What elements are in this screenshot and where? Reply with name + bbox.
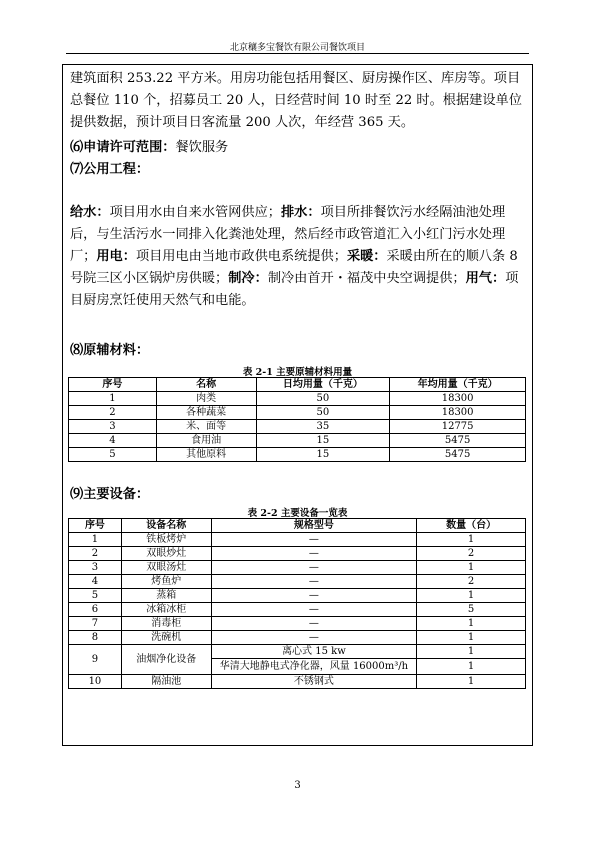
table-cell: 50 bbox=[256, 392, 390, 406]
table-cell: 7 bbox=[69, 617, 122, 631]
table-cell: 油烟净化设备 bbox=[121, 645, 211, 675]
table-cell: 1 bbox=[417, 589, 526, 603]
equipment-table bbox=[68, 518, 526, 689]
table-row bbox=[69, 675, 526, 689]
table-cell: 5475 bbox=[390, 448, 526, 462]
table-cell: 5 bbox=[417, 603, 526, 617]
equipment-title-text: ⑼主要设备： bbox=[70, 487, 150, 502]
header-rule bbox=[66, 53, 529, 54]
table-row bbox=[69, 406, 526, 420]
heat-label: 采暖： bbox=[346, 249, 387, 264]
table-cell: 双眼炒灶 bbox=[121, 547, 211, 561]
table-cell: 10 bbox=[69, 675, 122, 689]
table-cell: 1 bbox=[69, 533, 122, 547]
equipment-title bbox=[70, 484, 525, 506]
table-cell: 隔油池 bbox=[121, 675, 211, 689]
table-row bbox=[69, 533, 526, 547]
gas-text: 项目厨房烹饪使用天然气和电能。 bbox=[70, 271, 519, 308]
table-header-row bbox=[69, 519, 526, 533]
table-cell: 1 bbox=[417, 645, 526, 659]
license-scope-value: 餐饮服务 bbox=[175, 140, 229, 155]
table-cell: — bbox=[211, 603, 417, 617]
table1-caption: 表 2-1 主要原辅材料用量 bbox=[242, 367, 353, 378]
license-scope-label: ⑹申请许可范围： bbox=[70, 140, 176, 155]
table-cell: — bbox=[211, 561, 417, 575]
table-cell: 1 bbox=[417, 533, 526, 547]
table-row bbox=[69, 448, 526, 462]
table-cell: 4 bbox=[69, 434, 157, 448]
power-label: 用电： bbox=[96, 249, 136, 264]
table-cell: 2 bbox=[69, 547, 122, 561]
license-scope bbox=[70, 137, 525, 159]
table-cell: 15 bbox=[256, 434, 390, 448]
table-cell: 6 bbox=[69, 603, 122, 617]
materials-title bbox=[70, 340, 525, 362]
table-cell: 双眼汤灶 bbox=[121, 561, 211, 575]
table-cell: 2 bbox=[69, 406, 157, 420]
table-row bbox=[69, 603, 526, 617]
table-cell: 50 bbox=[256, 406, 390, 420]
running-header: 北京穰多宝餐饮有限公司餐饮项目 bbox=[229, 43, 365, 53]
table-row bbox=[69, 589, 526, 603]
table-row bbox=[69, 392, 526, 406]
header-cell: 日均用量（千克） bbox=[256, 378, 390, 392]
table-cell: 蒸箱 bbox=[121, 589, 211, 603]
table-cell: 1 bbox=[417, 561, 526, 575]
gas-label: 用气： bbox=[465, 271, 506, 286]
table-cell: 1 bbox=[417, 659, 526, 675]
header-cell: 设备名称 bbox=[121, 519, 211, 533]
table-cell: — bbox=[211, 575, 417, 589]
header-cell: 规格型号 bbox=[211, 519, 417, 533]
table-row bbox=[69, 561, 526, 575]
materials-title-text: ⑻原辅材料： bbox=[70, 343, 150, 358]
table-row bbox=[69, 645, 526, 659]
table-cell: 2 bbox=[417, 575, 526, 589]
cool-label: 制冷： bbox=[228, 271, 268, 286]
table-cell: 35 bbox=[256, 420, 390, 434]
table-cell: 8 bbox=[69, 631, 122, 645]
table-cell: 5475 bbox=[390, 434, 526, 448]
table-cell: 洗碗机 bbox=[121, 631, 211, 645]
table-cell: 消毒柜 bbox=[121, 617, 211, 631]
table-row bbox=[69, 575, 526, 589]
table-row bbox=[69, 434, 526, 448]
table-row bbox=[69, 631, 526, 645]
water-label: 给水： bbox=[70, 205, 110, 220]
cool-text: 制冷由首开・福茂中央空调提供； bbox=[267, 271, 466, 286]
drain-text: 项目所排餐饮污水经隔油池处理后，与生活污水一同排入化粪池处理，然后经市政管道汇入小红门污水处理厂； bbox=[70, 205, 506, 264]
header-cell: 年均用量（千克） bbox=[390, 378, 526, 392]
table-cell: 5 bbox=[69, 589, 122, 603]
table-cell: 离心式 15 kw bbox=[211, 645, 417, 659]
table-cell: 冰箱冰柜 bbox=[121, 603, 211, 617]
page-number: 3 bbox=[294, 780, 301, 791]
table-cell: 不锈钢式 bbox=[211, 675, 417, 689]
table-cell: 2 bbox=[417, 547, 526, 561]
header-cell: 序号 bbox=[69, 378, 157, 392]
table-row bbox=[69, 420, 526, 434]
table-cell: 其他原料 bbox=[156, 448, 256, 462]
table-cell: 1 bbox=[417, 617, 526, 631]
header-cell: 名称 bbox=[156, 378, 256, 392]
table-cell: 铁板烤炉 bbox=[121, 533, 211, 547]
table-cell: 12775 bbox=[390, 420, 526, 434]
table-cell: 9 bbox=[69, 645, 122, 675]
table-row bbox=[69, 547, 526, 561]
utility-paragraph bbox=[70, 202, 525, 312]
table-cell: 5 bbox=[69, 448, 157, 462]
table-header-row bbox=[69, 378, 526, 392]
table-cell: — bbox=[211, 631, 417, 645]
table-cell: 1 bbox=[417, 675, 526, 689]
table-cell: 各种蔬菜 bbox=[156, 406, 256, 420]
table-cell: 烤鱼炉 bbox=[121, 575, 211, 589]
table-cell: 15 bbox=[256, 448, 390, 462]
utility-title bbox=[70, 159, 525, 181]
table-cell: — bbox=[211, 547, 417, 561]
table-cell: 3 bbox=[69, 561, 122, 575]
table-cell: — bbox=[211, 533, 417, 547]
water-text: 项目用水由自来水管网供应； bbox=[109, 205, 281, 220]
materials-table bbox=[68, 377, 526, 462]
table-cell: 1 bbox=[69, 392, 157, 406]
header-cell: 序号 bbox=[69, 519, 122, 533]
table-cell: 18300 bbox=[390, 392, 526, 406]
table-cell: 食用油 bbox=[156, 434, 256, 448]
table-cell: 3 bbox=[69, 420, 157, 434]
utility-title-text: ⑺公用工程： bbox=[70, 162, 150, 177]
project-description: 建筑面积 253.22 平方米。用房功能包括用餐区、厨房操作区、库房等。项目总餐位 110 个，招募员工 20 人，日经营时间 10 时至 22 时。根据建设单位提供数据，预计项目日客流量 200 人次，年经营 365 天。 bbox=[70, 71, 522, 130]
header-cell: 数量（台） bbox=[417, 519, 526, 533]
table-cell: 肉类 bbox=[156, 392, 256, 406]
table-cell: 1 bbox=[417, 631, 526, 645]
drain-label: 排水： bbox=[281, 205, 321, 220]
table-cell: 华清大地静电式净化器，风量 16000m³/h bbox=[211, 659, 417, 675]
table-cell: 18300 bbox=[390, 406, 526, 420]
power-text: 项目用电由当地市政供电系统提供； bbox=[135, 249, 347, 264]
table-cell: — bbox=[211, 589, 417, 603]
table-row bbox=[69, 617, 526, 631]
table-cell: — bbox=[211, 617, 417, 631]
table-cell: 4 bbox=[69, 575, 122, 589]
table2-caption: 表 2-2 主要设备一览表 bbox=[247, 508, 348, 519]
heat-text: 采暖由所在的顺八条 8 号院三区小区锅炉房供暖； bbox=[70, 249, 518, 286]
table-cell: 米、面等 bbox=[156, 420, 256, 434]
